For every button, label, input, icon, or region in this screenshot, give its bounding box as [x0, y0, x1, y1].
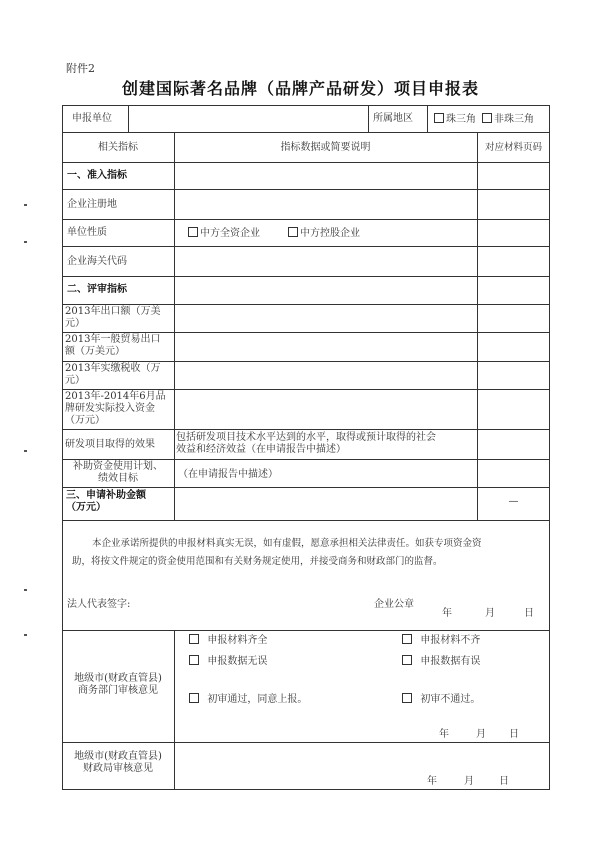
form-border-top: [62, 105, 550, 106]
commerce-label-line: 商务部门审核意见: [78, 685, 158, 696]
application-form: [62, 105, 550, 790]
finance-date-day: 日: [499, 776, 509, 787]
check-materials-complete[interactable]: [189, 634, 267, 647]
row-divider: [62, 630, 550, 631]
pledge-text: [72, 535, 550, 571]
trade-export-label: [65, 334, 160, 358]
checkbox[interactable]: [189, 655, 199, 665]
materials-complete-label: 申报材料齐全: [207, 635, 268, 646]
margin-mark: [24, 204, 27, 206]
rd-label-line: 2013年-2014年6月品: [65, 391, 166, 402]
checkbox[interactable]: [189, 693, 199, 703]
commerce-date-month: 月: [476, 729, 486, 740]
pledge-line: 本企业承诺所提供的申报材料真实无误，如有虚假，愿意承担相关法律责任。如获专项资金资: [92, 538, 482, 549]
column-divider: [174, 132, 175, 520]
finance-date-month: 月: [464, 776, 474, 787]
section-3-title-line: （万元）: [66, 502, 106, 513]
nature-option-1-label: 中方全资企业: [200, 228, 260, 239]
row-divider: [62, 742, 550, 743]
form-border-bottom: [62, 789, 550, 790]
approve-label: 初审通过，同意上报。: [207, 694, 308, 705]
checkbox[interactable]: [402, 634, 412, 644]
col-header-page: 对应材料页码: [484, 142, 542, 153]
section-3-title-line: 三、申请补助金额: [66, 490, 146, 501]
registration-label: 企业注册地: [67, 199, 117, 210]
attachment-label: 附件2: [66, 62, 95, 75]
finance-review-label: [62, 751, 174, 775]
nature-option-2-label: 中方控股企业: [300, 228, 360, 239]
checkbox[interactable]: [288, 227, 298, 237]
trade-label-line: 2013年一般贸易出口: [65, 334, 161, 345]
check-reject[interactable]: [402, 693, 480, 706]
checkbox[interactable]: [402, 693, 412, 703]
subsidy-page-dash: —: [508, 496, 519, 507]
rd-label-line: （万元）: [65, 415, 105, 426]
section-2-title: 二、评审指标: [67, 284, 127, 295]
section-1-title: 一、准入指标: [67, 170, 127, 181]
company-seal[interactable]: 企业公章: [374, 599, 414, 610]
applicant-label: 申报单位: [72, 113, 112, 124]
col-header-data: 指标数据或简要说明: [280, 142, 371, 153]
nature-option-wholly-owned[interactable]: [188, 227, 260, 240]
option-prd[interactable]: [434, 113, 476, 126]
check-approve[interactable]: [189, 693, 307, 706]
tax-label-line: 元）: [65, 375, 85, 386]
funding-plan-label: [62, 461, 174, 485]
export-label-line: 2013年出口额（万美: [65, 306, 161, 317]
data-error-label: 申报数据有误: [420, 656, 481, 667]
checkbox[interactable]: [402, 655, 412, 665]
column-divider: [368, 105, 369, 132]
commerce-label-line: 地级市(财政直管县): [74, 673, 162, 684]
checkbox[interactable]: [482, 113, 492, 123]
checkbox[interactable]: [434, 113, 444, 123]
form-title: 创建国际著名品牌（品牌产品研发）项目申报表: [121, 79, 479, 98]
margin-mark: [24, 634, 27, 636]
pledge-date-month: 月: [485, 608, 495, 619]
pledge-line: 助，将按文件规定的资金使用范围和有关财务规定使用，并接受商务和财政部门的监督。: [72, 556, 443, 567]
funding-plan-description: （在申请报告中描述）: [178, 469, 278, 480]
finance-label-line: 地级市(财政直管县): [74, 751, 162, 762]
margin-mark: [24, 241, 27, 243]
nature-option-holding[interactable]: [288, 227, 360, 240]
commerce-date-year: 年: [439, 729, 449, 740]
legal-rep-signature[interactable]: 法人代表签字:: [67, 599, 131, 610]
plan-label-line: 补助资金使用计划、: [73, 461, 163, 472]
col-header-indicator: 相关指标: [98, 142, 138, 153]
check-data-correct[interactable]: [189, 655, 267, 668]
check-data-error[interactable]: [402, 655, 480, 668]
option-non-prd[interactable]: [482, 113, 534, 126]
reject-label: 初审不通过。: [420, 694, 481, 705]
region-label: 所属地区: [373, 113, 413, 124]
plan-label-line: 绩效目标: [98, 473, 138, 484]
form-border-right: [549, 105, 550, 790]
customs-code-label: 企业海关代码: [67, 256, 127, 267]
effect-desc-line: 效益和经济效益（在申请报告中描述）: [176, 444, 346, 455]
checkbox[interactable]: [188, 227, 198, 237]
rd-effect-description: [176, 432, 436, 456]
commerce-date-day: 日: [509, 729, 519, 740]
finance-label-line: 财政局审核意见: [83, 763, 153, 774]
margin-mark: [24, 450, 27, 452]
tax-label: [65, 363, 160, 387]
trade-label-line: 额（万美元）: [65, 346, 125, 357]
effect-desc-line: 包括研发项目技术水平达到的水平，取得或预计取得的社会: [176, 432, 436, 443]
column-divider: [174, 630, 175, 790]
option-non-prd-label: 非珠三角: [494, 114, 534, 125]
section-3-title: [66, 490, 146, 514]
pledge-date-year: 年: [442, 608, 452, 619]
column-divider: [477, 132, 478, 520]
export-label: [65, 306, 160, 330]
option-prd-label: 珠三角: [446, 114, 476, 125]
checkbox[interactable]: [189, 634, 199, 644]
nature-label: 单位性质: [67, 227, 107, 238]
finance-date-year: 年: [427, 776, 437, 787]
data-correct-label: 申报数据无误: [207, 656, 268, 667]
tax-label-line: 2013年实缴税收（万: [65, 363, 161, 374]
materials-incomplete-label: 申报材料不齐: [420, 635, 481, 646]
margin-mark: [24, 589, 27, 591]
check-materials-incomplete[interactable]: [402, 634, 480, 647]
pledge-date-day: 日: [524, 608, 534, 619]
commerce-review-label: [62, 673, 174, 697]
column-divider: [128, 105, 129, 132]
rd-investment-label: [65, 391, 166, 427]
rd-effect-label: 研发项目取得的效果: [65, 439, 155, 450]
column-divider: [427, 105, 428, 132]
rd-label-line: 牌研发实际投入资金: [65, 403, 155, 414]
export-label-line: 元）: [65, 318, 85, 329]
row-divider: [62, 520, 550, 521]
